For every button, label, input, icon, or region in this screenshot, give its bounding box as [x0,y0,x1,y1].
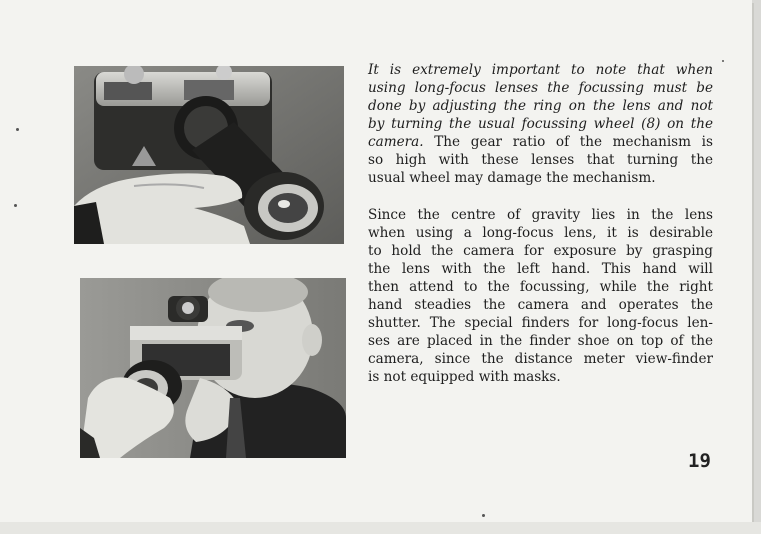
gravity-centre-paragraph [368,206,713,386]
warning-line: using long-focus lenses the focussing must be [368,80,713,96]
camera-with-lens-photo [74,66,344,244]
paper-speck [722,60,724,62]
warning-line: done by adjusting the ring on the lens and not [368,98,713,114]
body-line: Since the centre of gravity lies in the lens [368,207,713,223]
body-line: camera, since the distance meter view-finder [368,351,713,367]
page-number: 19 [688,450,711,472]
warning-line: It is extremely important to note that when [368,62,713,78]
warning-normal-segment: The gear ratio of the mechanism is [423,134,713,150]
body-line: is not equipped with masks. [368,369,561,385]
warning-italic-segment: camera. [368,134,424,150]
body-line: ses are placed in the finder shoe on top of the [368,333,713,349]
man-camera-illustration [80,278,346,458]
man-holding-camera-photo [80,278,346,458]
body-line: shutter. The special finders for long-focus len- [368,315,713,331]
page-edge [0,522,761,534]
paper-speck [16,128,19,131]
paper-speck [482,514,485,517]
warning-line: by turning the usual focussing wheel (8) on the [368,116,713,132]
body-line: hand steadies the camera and operates the [368,297,713,313]
warning-line: so high with these lenses that turning the [368,152,713,168]
body-line: the lens with the left hand. This hand will [368,261,713,277]
paper-speck [14,204,17,207]
camera-lens-illustration [74,66,344,244]
body-line: when using a long-focus lens, it is desirable [368,225,713,241]
body-line: to hold the camera for exposure by grasping [368,243,713,259]
warning-line-mixed [368,133,713,151]
body-line: then attend to the focussing, while the right [368,279,713,295]
focussing-warning-paragraph [368,61,713,187]
warning-line: usual wheel may damage the mechanism. [368,170,656,186]
